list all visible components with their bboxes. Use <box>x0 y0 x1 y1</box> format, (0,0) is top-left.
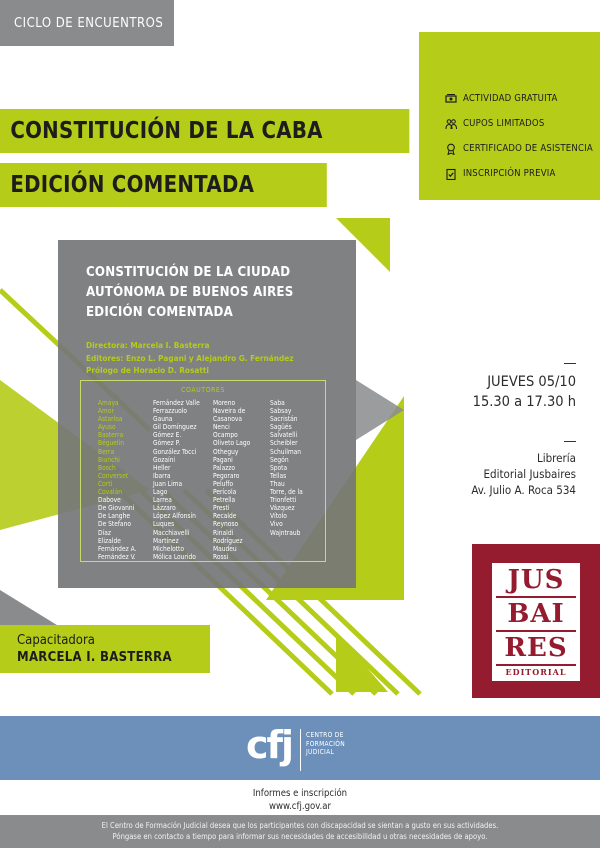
series-tag: CICLO DE ENCUENTROS <box>0 0 174 46</box>
coauthor-name: Ayuso <box>98 423 116 432</box>
coauthor-name: Michelotto <box>153 544 184 553</box>
coauthor-name: Scheibler <box>270 439 298 448</box>
coauthor-name: Trionfetti <box>270 496 297 505</box>
coauthor-name: De Langhe <box>98 512 130 521</box>
coauthor-name: Larrea <box>153 496 172 505</box>
coauthor-name: Petrella <box>213 496 236 505</box>
event-time: 15.30 a 17.30 h <box>472 394 576 410</box>
coauthor-name: Salvatelli <box>270 431 298 440</box>
book-title <box>86 263 348 323</box>
event-date: JUEVES 05/10 <box>487 374 576 390</box>
money-icon <box>445 93 457 105</box>
coauthor-name: Torre, de la <box>270 488 303 497</box>
venue-line: Av. Julio A. Roca 534 <box>471 483 576 497</box>
coauthors-column <box>270 399 303 537</box>
coauthors-column <box>153 399 200 561</box>
coauthor-name: Ferrazzuolo <box>153 407 187 416</box>
book-title-line: EDICIÓN COMENTADA <box>86 305 233 320</box>
coauthor-name: Vivo <box>270 520 283 529</box>
coauthor-name: Rodríguez <box>213 536 243 545</box>
coauthor-name: Pegoraro <box>213 471 240 480</box>
event-venue <box>471 450 576 498</box>
coauthor-name: Gómez P. <box>153 439 181 448</box>
coauthor-name: Gozaíni <box>153 455 176 464</box>
coauthor-name: Moreno <box>213 399 236 407</box>
trainer-name: MARCELA I. BASTERRA <box>17 650 172 665</box>
clipboard-check-icon <box>445 168 457 180</box>
coauthor-name: Palazzo <box>213 463 236 472</box>
feature-registration <box>445 161 600 186</box>
coauthor-name: Amor <box>98 407 114 416</box>
title-line-1: CONSTITUCIÓN DE LA CABA <box>0 109 409 153</box>
coauthor-name: Wajntraub <box>270 528 301 537</box>
coauthor-name: Rossi <box>213 552 229 561</box>
logo-rule <box>496 596 576 598</box>
logo-text: RES <box>504 633 568 663</box>
coauthor-name: Mólica Lourido <box>153 552 196 561</box>
logo-rule <box>496 630 576 632</box>
feature-label: CERTIFICADO DE ASISTENCIA <box>463 143 593 154</box>
coauthor-name: Sacristán <box>270 415 298 424</box>
coauthor-name: Bosch <box>98 463 116 472</box>
coauthor-name: Vítolo <box>270 512 287 521</box>
coauthor-name: Béguelin <box>98 439 124 448</box>
coauthor-name: Recalde <box>213 512 237 521</box>
feature-label: ACTIVIDAD GRATUITA <box>463 93 558 104</box>
coauthor-name: Macchiavelli <box>153 528 190 537</box>
coauthor-name: Gómez E. <box>153 431 182 440</box>
feature-certificate <box>445 136 600 161</box>
coauthor-name: Schuilman <box>270 447 302 456</box>
feature-label: CUPOS LIMITADOS <box>463 118 545 129</box>
coauthor-name: Astarloa <box>98 415 123 424</box>
coauthors-column <box>213 399 250 561</box>
info-url[interactable]: www.cfj.gov.ar <box>268 801 332 812</box>
coauthor-name: Díaz <box>98 528 111 537</box>
coauthor-name: Berra <box>98 447 115 456</box>
book-title-line: AUTÓNOMA DE BUENOS AIRES <box>86 285 294 300</box>
coauthor-name: Sagüés <box>270 423 292 432</box>
info-block <box>0 787 600 813</box>
feature-limited <box>445 111 600 136</box>
coauthor-name: Sabsay <box>270 407 292 416</box>
coauthor-name: Tellas <box>270 471 287 480</box>
feature-free <box>445 86 600 111</box>
logo-text: JUS <box>507 565 565 595</box>
venue-line: Editorial Jusbaires <box>483 467 576 481</box>
coauthor-name: Amaya <box>98 399 119 407</box>
book-prologue: Prólogo de Horacio D. Rosatti <box>86 365 209 375</box>
feature-label: INSCRIPCIÓN PREVIA <box>463 168 556 179</box>
coauthor-name: Basterra <box>98 431 124 440</box>
cfj-name-line: JUDICIAL <box>306 748 335 756</box>
coauthor-name: Vázquez <box>270 504 295 513</box>
coauthor-name: Lago <box>153 488 168 497</box>
divider <box>564 363 576 364</box>
cfj-name-line: CENTRO DE <box>306 731 344 739</box>
coauthor-name: Fernández Valle <box>153 399 200 407</box>
coauthor-name: Lázzaro <box>153 504 176 513</box>
coauthor-name: Heller <box>153 463 171 472</box>
book-credits <box>86 339 356 377</box>
cfj-divider <box>300 729 301 771</box>
coauthor-name: López Alfonsín <box>153 512 196 521</box>
coauthor-name: Maudeu <box>213 544 237 553</box>
coauthor-name: Gil Domínguez <box>153 423 197 432</box>
cfj-name <box>306 731 345 757</box>
coauthor-name: Presti <box>213 504 230 513</box>
title-line-2: EDICIÓN COMENTADA <box>0 163 327 207</box>
event-datetime <box>473 372 576 412</box>
trainer-box <box>0 625 210 673</box>
coauthor-name: Rinaldi <box>213 528 234 537</box>
coauthor-name: González Tocci <box>153 447 197 456</box>
divider <box>564 441 576 442</box>
coauthor-name: Pagani <box>213 455 233 464</box>
coauthor-name: Fernández V. <box>98 552 136 561</box>
coauthor-name: Nenci <box>213 423 230 432</box>
book-title-line: CONSTITUCIÓN DE LA CIUDAD <box>86 265 291 280</box>
coauthor-name: Ocampo <box>213 431 238 440</box>
coauthor-name: Naveira de <box>213 407 246 416</box>
coauthor-name: Oliveto Lago <box>213 439 251 448</box>
coauthor-name: De Giovanni <box>98 504 135 513</box>
coauthor-name: Otheguy <box>213 447 239 456</box>
coauthor-name: Bianchi <box>98 455 120 464</box>
footer-line: Póngase en contacto a tiempo para informar sus necesidades de accesibilidad u otras necesidades de apoyo. <box>112 832 488 841</box>
coauthor-name: Saba <box>270 399 285 407</box>
logo-rule <box>496 664 576 666</box>
logo-subtitle: EDITORIAL <box>505 667 567 677</box>
venue-line: Librería <box>536 451 576 465</box>
trainer-role: Capacitadora <box>17 633 95 648</box>
coauthor-name: Martínez <box>153 536 179 545</box>
coauthor-name: Corti <box>98 479 113 488</box>
cfj-name-line: FORMACIÓN <box>306 739 345 748</box>
coauthor-name: Thau <box>270 479 285 488</box>
coauthor-name: De Stefano <box>98 520 131 529</box>
award-icon <box>445 143 457 155</box>
coauthor-name: Peluffo <box>213 479 234 488</box>
book-director: Directora: Marcela I. Basterra <box>86 340 210 350</box>
footer <box>0 815 600 848</box>
coauthor-name: Covalán <box>98 488 122 497</box>
coauthor-name: Gauna <box>153 415 173 424</box>
cfj-logo: cfj <box>246 723 293 767</box>
features-box <box>419 32 600 200</box>
coauthor-name: Ibarra <box>153 471 171 480</box>
coauthor-name: Converset <box>98 471 129 480</box>
book-editors: Editores: Enzo L. Pagani y Alejandro G. Fernández <box>86 352 294 363</box>
coauthors-heading: COAUTORES <box>181 386 225 394</box>
coauthor-name: Juan Lima <box>153 479 183 488</box>
info-label: Informes e inscripción <box>252 788 348 799</box>
footer-line: El Centro de Formación Judicial desea que los participantes con discapacidad se sientan a gusto en sus actividades. <box>101 821 499 830</box>
people-icon <box>445 118 457 130</box>
coauthor-name: Spota <box>270 463 288 472</box>
coauthor-name: Luques <box>153 520 175 529</box>
logo-text: BAI <box>507 599 565 629</box>
coauthor-name: Casanova <box>213 415 243 424</box>
coauthor-name: Perícola <box>213 488 237 497</box>
coauthors-column <box>98 399 136 561</box>
coauthor-name: Dabove <box>98 496 121 505</box>
coauthor-name: Fernández A. <box>98 544 137 553</box>
coauthor-name: Elizalde <box>98 536 121 545</box>
coauthor-name: Segón <box>270 455 289 464</box>
coauthor-name: Reynoso <box>213 520 239 529</box>
